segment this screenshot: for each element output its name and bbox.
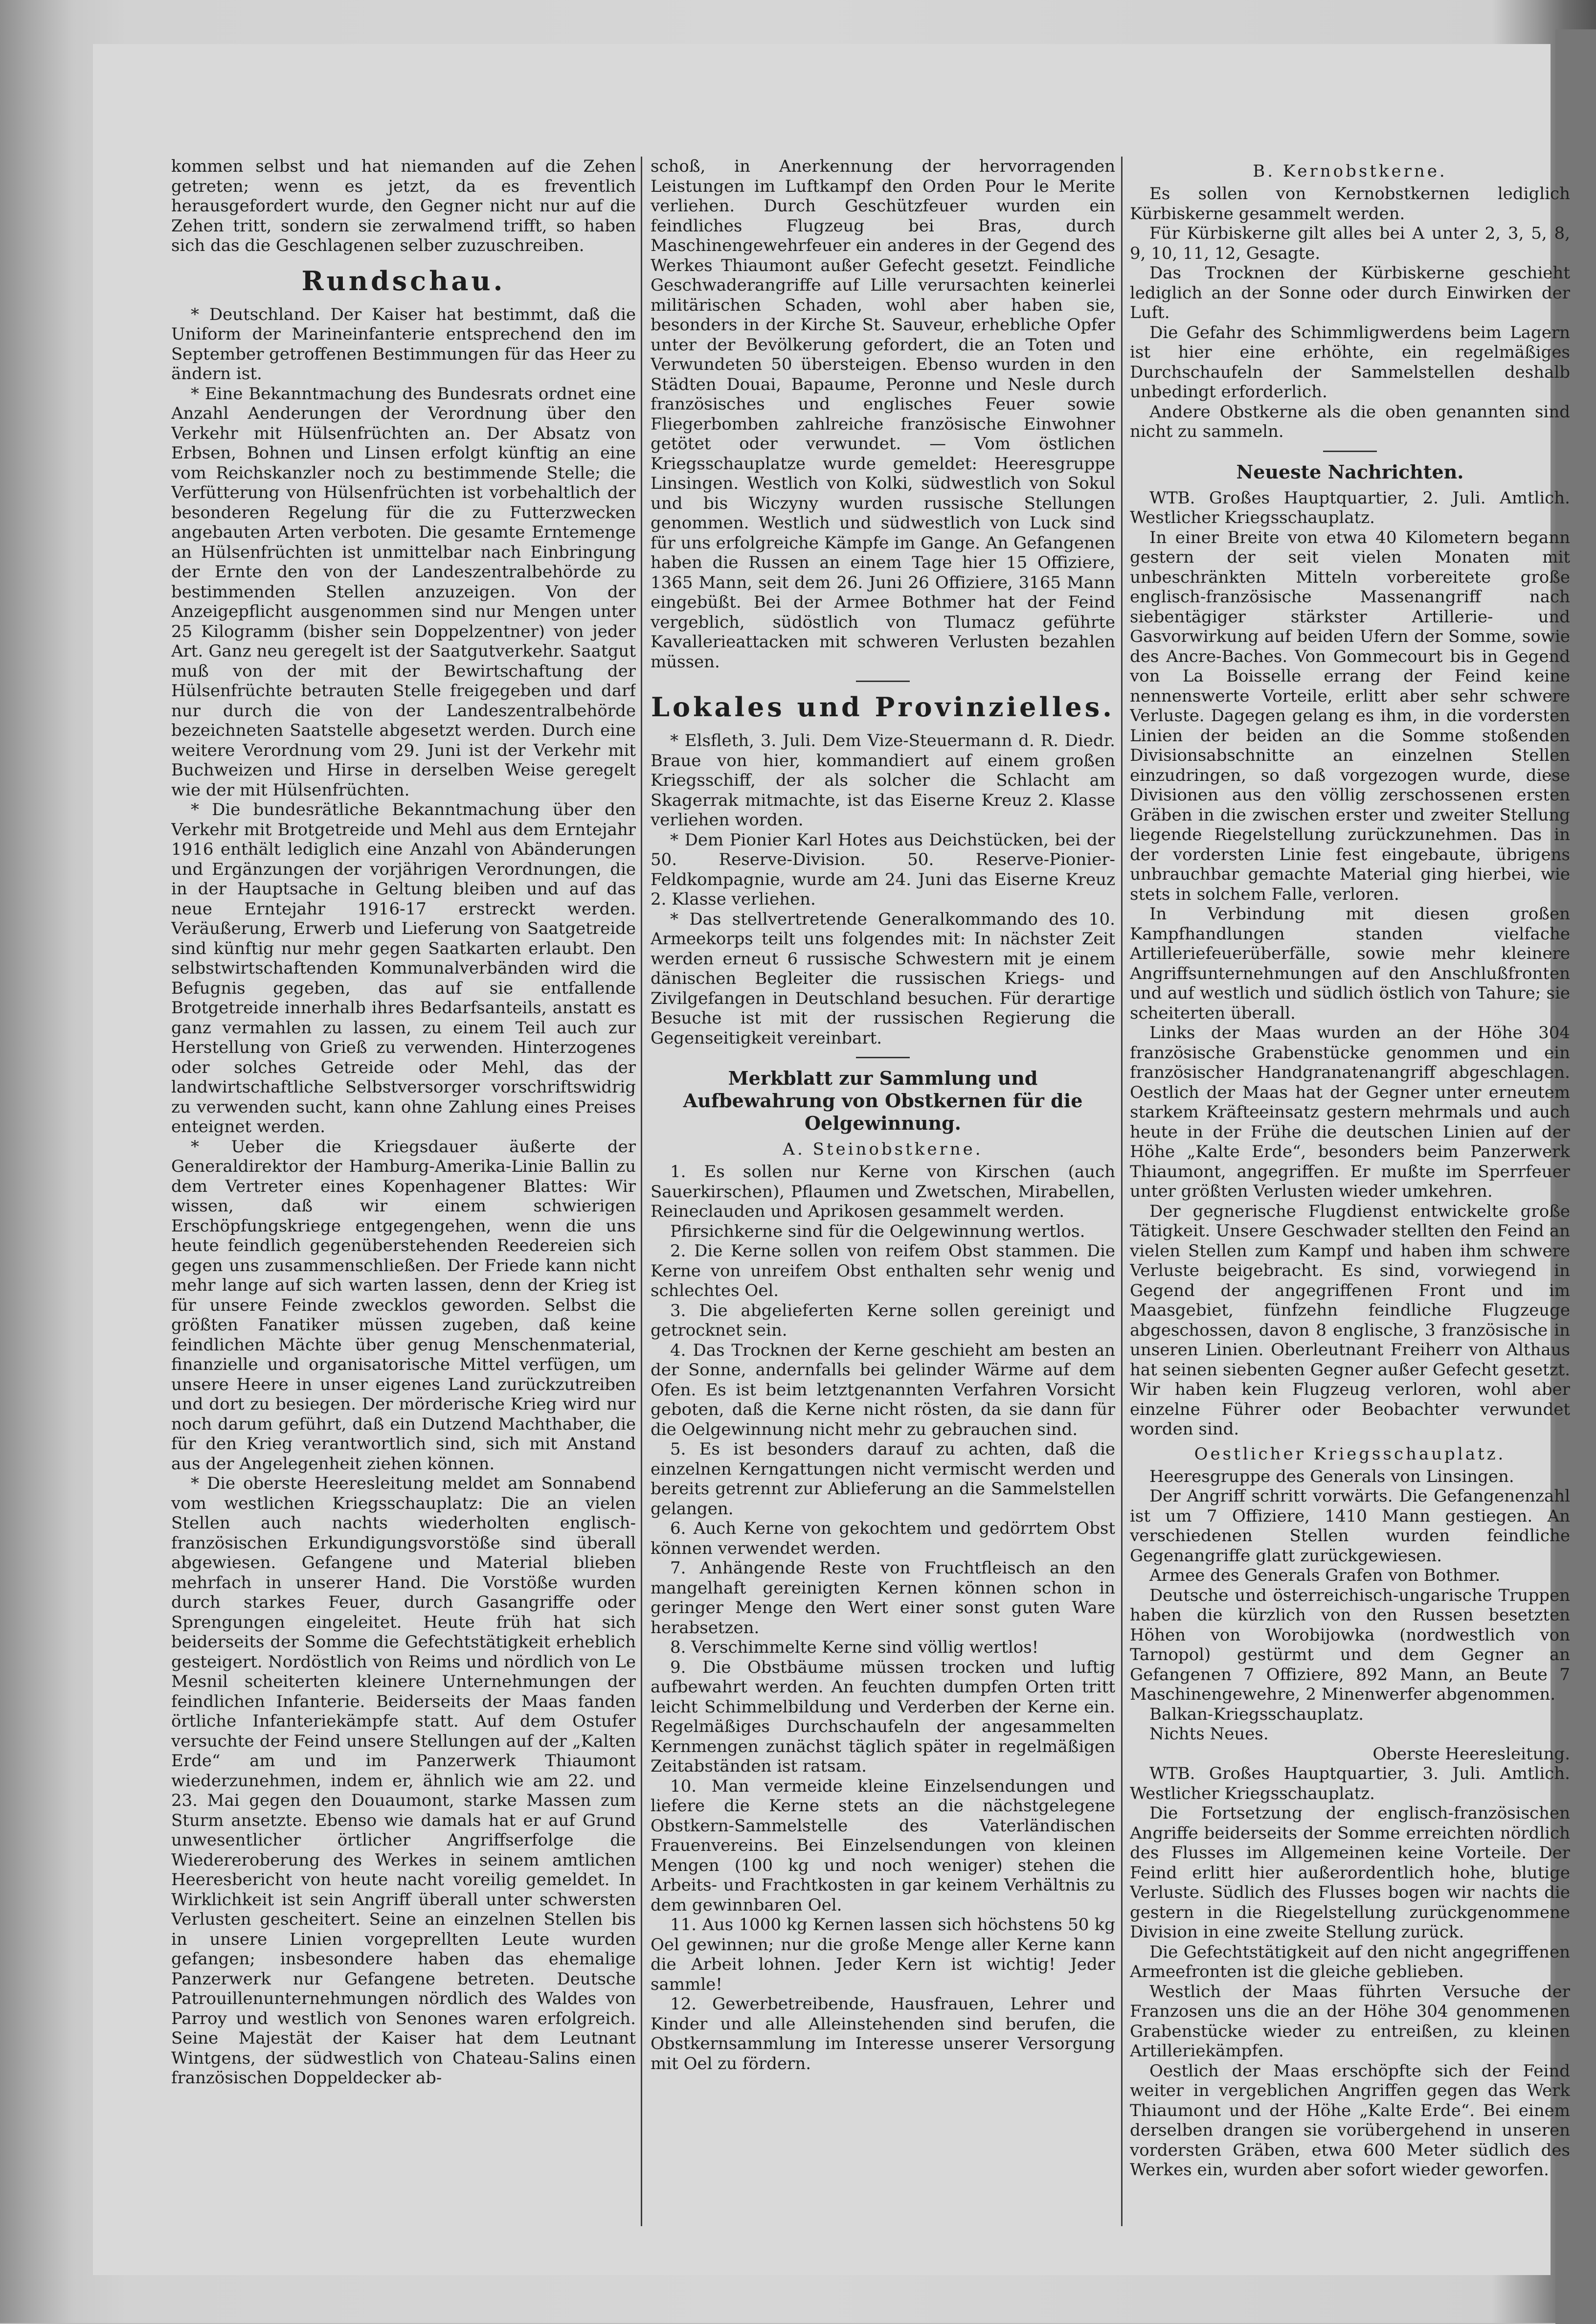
subheading: Oestlicher Kriegsschauplatz. xyxy=(1194,1444,1506,1464)
subheading: A. Steinobstkerne. xyxy=(783,1139,983,1159)
paragraph: Der gegnerische Flugdienst entwickelte große Tätigkeit. Unsere Geschwader stellten den Feind an vielen Stellen zum Kampf und haben ihm schwere Verluste beigebracht. Es sind, vorwiegend in Gegend der angegriffenen Front und im Maasgebiet, fünfzehn feindliche Flugzeuge abgeschossen, davon 8 englische, 3 französische in unseren Linien. Oberleutnant Freiherr von Althaus hat seinen siebenten Gegner außer Gefecht gesetzt. Wir haben kein Flugzeug verloren, wohl aber einzelne Führer oder Beobachter verwundet worden sind. xyxy=(1130,1201,1570,1439)
list-item: Pfirsichkerne sind für die Oelgewinnung wertlos. xyxy=(670,1221,1085,1241)
section-heading-rundschau: Rundschau. xyxy=(301,265,506,296)
paragraph: Heeresgruppe des Generals von Linsingen. xyxy=(1149,1466,1514,1486)
paragraph: Links der Maas wurden an der Höhe 304 französische Grabenstücke genommen und ein französischer Handgranatenangriff abgeschlagen. Oestlich der Maas hat der Gegner unter erneutem starkem Kräfteeinsatz gestern mehrmals und auch heute in der Frühe die deutschen Linien auf der Höhe „Kalte Erde“, besonders beim Panzerwerk Thiaumont, angegriffen. Er mußte im Sperrfeuer unter größten Verlusten wieder umkehren. xyxy=(1130,1023,1570,1201)
list-item: 7. Anhängende Reste von Fruchtfleisch an den mangelhaft gereinigten Kernen können schon in geringer Menge den Wert einer sonst guten Ware herabsetzen. xyxy=(651,1558,1115,1638)
paragraph: Balkan-Kriegsschauplatz. xyxy=(1149,1704,1364,1724)
paragraph: Armee des Generals Grafen von Bothmer. xyxy=(1149,1566,1501,1585)
paragraph: * Elsfleth, 3. Juli. Dem Vize-Steuermann d. R. Diedr. Braue von hier, kommandiert auf einem großen Kriegsschiff, der als solcher die Schlacht am Skagerrak mitmachte, ist das Eiserne Kreuz 2. Klasse verliehen worden. xyxy=(651,731,1115,830)
column-middle xyxy=(651,157,1115,2226)
paragraph: kommen selbst und hat niemanden auf die Zehen getreten; wenn es jetzt, da es freventlich herausgefordert wurde, den Gegner nicht nur auf die Zehen tritt, sondern sie zerwalmend trifft, so haben sich das die Geschlagenen selber zuzuschreiben. xyxy=(171,157,636,255)
list-item: 11. Aus 1000 kg Kernen lassen sich höchstens 50 kg Oel gewinnen; nur die große Menge aller Kerne kann die Arbeit lohnen. Jeder Kern ist wichtig! Jeder sammle! xyxy=(651,1915,1115,1994)
paragraph: In einer Breite von etwa 40 Kilometern begann gestern der seit vielen Monaten mit unbeschränkten Mitteln vorbereitete große englisch-französische Massenangriff nach siebentägiger stärkster Artillerie- und Gasvorwirkung auf beiden Ufern der Somme, sowie des Ancre-Baches. Von Gommecourt bis in Gegend von La Boisselle errang der Feind keine nennenswerte Vorteile, erlitt aber sehr schwere Verluste. Dagegen gelang es ihm, in die vordersten Linien der beiden an die Somme stoßenden Divisionsabschnitte an einzelnen Stellen einzudringen, so daß vorgezogen wurde, diese Divisionen aus den völlig zerschossenen ersten Gräben in die zwischen erster und zweiter Stellung liegende Riegelstellung zurückzunehmen. Das in der vordersten Linie fest eingebaute, übrigens unbrauchbar gemachte Material ging hierbei, wie stets in solchem Falle, verloren. xyxy=(1130,527,1570,904)
paragraph: * Ueber die Kriegsdauer äußerte der Generaldirektor der Hamburg-Amerika-Linie Ballin zu dem Vertreter eines Kopenhagener Blattes: Wir wissen, daß wir einem schwierigen Erschöpfungskriege entgegengehen, wenn die uns heute feindlich gegenüberstehenden Reedereien sich gegen uns zusammenschließen. Der Friede kann nicht mehr lange auf sich warten lassen, denn der Krieg ist für unsere Feinde zwecklos geworden. Selbst die größten Fanatiker müssen zugeben, daß keine feindlichen Mächte über genug Menschenmaterial, finanzielle und organisatorische Mittel verfügen, um unsere Heere in unser eigenes Land zurückzutreiben und dort zu besiegen. Der mörderische Krieg wird nur noch darum geführt, daß ein Dutzend Machthaber, die für den Krieg verantwortlich sind, sich mit Anstand aus der Angelegenheit ziehen können. xyxy=(171,1137,636,1474)
paragraph: * Eine Bekanntmachung des Bundesrats ordnet eine Anzahl Aenderungen der Verordnung über den Verkehr mit Hülsenfrüchten an. Der Absatz von Erbsen, Bohnen und Linsen erfolgt künftig an eine vom Reichskanzler noch zu bestimmende Stelle; die Verfütterung von Hülsenfrüchten ist vorbehaltlich der besonderen Regelung für die zu Futterzwecken angebauten Arten verboten. Die gesamte Erntemenge an Hülsenfrüchten ist unmittelbar nach Einbringung der Ernte den von der Landeszentralbehörde zu bestimmenden Stellen anzuzeigen. Von der Anzeigepflicht ausgenommen sind nur Mengen unter 25 Kilogramm (bisher sein Doppelzentner) von jeder Art. Ganz neu geregelt ist der Saatgutverkehr. Saatgut muß von der mit der Bewirtschaftung der Hülsenfrüchte betrauten Stelle freigegeben und darf nur durch die von der Landeszentralbehörde bezeichneten Saatstelle abgesetzt werden. Durch eine weitere Verordnung vom 29. Juni ist der Verkehr mit Buchweizen und Hirse in derselben Weise geregelt wie der mit Hülsenfrüchten. xyxy=(171,384,636,800)
column-rule xyxy=(1121,157,1123,2226)
list-item: 9. Die Obstbäume müssen trocken und luftig aufbewahrt werden. An feuchten dumpfen Orten tritt leicht Schimmelbildung und Verderben der Kerne ein. Regelmäßiges Durchschaufeln der angesammelten Kernmengen zunächst täglich später in regelmäßigen Zeitabständen ist ratsam. xyxy=(651,1657,1115,1776)
paragraph: Das Trocknen der Kürbiskerne geschieht lediglich an der Sonne oder durch Einwirken der Luft. xyxy=(1130,263,1570,322)
paragraph: Nichts Neues. xyxy=(1149,1724,1269,1744)
paragraph: Deutsche und österreichisch-ungarische Truppen haben die kürzlich von den Russen besetzten Höhen von Worobijowka (nordwestlich von Tarnopol) gestürmt und dem Gegner an Gefangenen 7 Offiziere, 892 Mann, an Beute 7 Maschinengewehre, 2 Minenwerfer abgenommen. xyxy=(1130,1585,1570,1704)
list-item: 6. Auch Kerne von gekochtem und gedörrtem Obst können verwendet werden. xyxy=(651,1519,1115,1558)
column-rule xyxy=(641,157,642,2226)
paragraph: * Das stellvertretende Generalkommando des 10. Armeekorps teilt uns folgendes mit: In nächster Zeit werden erneut 6 russische Schwestern mit je einem dänischen Begleiter die russischen Kriegs- und Zivilgefangen in Deutschland besuchen. Für derartige Besuche ist mit der russischen Regierung die Gegenseitigkeit vereinbart. xyxy=(651,909,1115,1048)
column-left xyxy=(171,157,636,2226)
paragraph: Für Kürbiskerne gilt alles bei A unter 2, 3, 5, 8, 9, 10, 11, 12, Gesagte. xyxy=(1130,224,1570,263)
section-heading-lokales: Lokales und Provinzielles. xyxy=(651,691,1115,723)
list-item: 1. Es sollen nur Kerne von Kirschen (auch Sauerkirschen), Pflaumen und Zwetschen, Mirabellen, Reineclauden und Aprikosen gesammelt werden. xyxy=(651,1162,1115,1221)
paragraph: Westlich der Maas führten Versuche der Franzosen uns die an der Höhe 304 genommenen Grabenstücke wieder zu entreißen, zu kleinen Artilleriekämpfen. xyxy=(1130,1982,1570,2061)
paragraph: * Dem Pionier Karl Hotes aus Deichstücken, bei der 50. Reserve-Division. 50. Reserve-Pionier-Feldkompagnie, wurde am 24. Juni das Eiserne Kreuz 2. Klasse verliehen. xyxy=(651,830,1115,909)
section-heading-neueste-nachrichten: Neueste Nachrichten. xyxy=(1236,460,1464,483)
paragraph: * Die bundesrätliche Bekanntmachung über den Verkehr mit Brotgetreide und Mehl aus dem Erntejahr 1916 enthält lediglich eine Anzahl von Abänderungen und Ergänzungen der vorjährigen Verordnungen, die in der Hauptsache in Geltung bleiben und auf das neue Erntejahr 1916-17 erstreckt werden. Veräußerung, Erwerb und Lieferung von Saatgetreide sind künftig nur mehr gegen Saatkarten erlaubt. Den selbstwirtschaftenden Kommunalverbänden wird die Befugnis gegeben, das auf sie entfallende Brotgetreide innerhalb ihres Bedarfsanteils, anstatt es ganz vermahlen zu lassen, zu einem Teil auch zur Herstellung von Grieß zu verwenden. Hinterzogenes oder solches Getreide oder Mehl, das der landwirtschaftliche Selbstversorger vorschriftswidrig zu verwenden sucht, kann ohne Zahlung eines Preises enteignet werden. xyxy=(171,800,636,1137)
dateline: WTB. Großes Hauptquartier, 3. Juli. Amtlich. Westlicher Kriegsschauplatz. xyxy=(1130,1764,1570,1803)
paragraph: Der Angriff schritt vorwärts. Die Gefangenenzahl ist um 7 Offiziere, 1410 Mann gestiegen. An verschiedenen Stellen wurden feindliche Gegenangriffe glatt zurückgewiesen. xyxy=(1130,1486,1570,1566)
signature: Oberste Heeresleitung. xyxy=(1372,1744,1570,1764)
dateline: WTB. Großes Hauptquartier, 2. Juli. Amtlich. Westlicher Kriegsschauplatz. xyxy=(1130,488,1570,527)
paragraph: schoß, in Anerkennung der hervorragenden Leistungen im Luftkampf den Orden Pour le Merite verliehen. Durch Geschützfeuer wurden ein feindliches Flugzeug bei Bras, durch Maschinengewehrfeuer ein anderes in der Gegend des Werkes Thiaumont außer Gefecht gesetzt. Feindliche Geschwaderangriffe auf Lille verursachten keinerlei militärischen Schaden, wohl aber haben sie, besonders in der Kirche St. Sauveur, erhebliche Opfer unter der Bevölkerung gefordert, die an Toten und Verwundeten 50 übersteigen. Ebenso wurden in den Städten Douai, Bapaume, Peronne und Nesle durch französisches und englisches Feuer sowie Fliegerbomben zahlreiche französische Einwohner getötet oder verwundet. — Vom östlichen Kriegsschauplatze wurde gemeldet: Heeresgruppe Linsingen. Westlich von Kolki, südwestlich von Sokul und bis Wiczyny wurden russische Stellungen genommen. Westlich und südwestlich von Luck sind für uns erfolgreiche Kämpfe im Gange. An Gefangenen haben die Russen an einem Tage hier 15 Offiziere, 1365 Mann, seit dem 26. Juni 26 Offiziere, 3165 Mann eingebüßt. Bei der Armee Bothmer hat der Feind vergeblich, südöstlich von Tlumacz geführte Kavallerieattacken mit schweren Verlusten bezahlen müssen. xyxy=(651,157,1115,672)
paragraph: * Die oberste Heeresleitung meldet am Sonnabend vom westlichen Kriegsschauplatz: Die an vielen Stellen auch nachts wiederholten englisch-französischen Erkundigungsvorstöße sind überall abgewiesen. Gefangene und Material blieben mehrfach in unserer Hand. Die Vorstöße wurden durch starkes Feuer, durch Gasangriffe oder Sprengungen eingeleitet. Heute früh hat sich beiderseits der Somme die Gefechtstätigkeit erheblich gesteigert. Nordöstlich von Reims und nördlich von Le Mesnil scheiterten kleinere Unternehmungen der feindlichen Infanterie. Beiderseits der Maas fanden örtliche Infanteriekämpfe statt. Auf dem Ostufer versuchte der Feind unsere Stellungen auf der „Kalten Erde“ am und im Panzerwerk Thiaumont wiederzunehmen, indem er, ähnlich wie am 22. und 23. Mai gegen den Douaumont, starke Massen zum Sturm ansetzte. Ebenso wie damals hat er auf Grund unwesentlicher örtlicher Angriffserfolge die Wiedereroberung des Werkes in seinem amtlichen Heeresbericht von heute nacht voreilig gemeldet. In Wirklichkeit ist sein Angriff überall unter schwersten Verlusten gescheitert. Seine an einzelnen Stellen bis in unsere Linien vorgeprellten Leute wurden gefangen; insbesondere haben das ehemalige Panzerwerk nur Gefangene betreten. Deutsche Patrouillenunternehmungen nördlich des Waldes von Parroy und westlich von Senones waren erfolgreich. Seine Majestät der Kaiser hat dem Leutnant Wintgens, der südwestlich von Chateau-Salins einen französischen Doppeldecker ab- xyxy=(171,1474,636,2088)
paragraph: In Verbindung mit diesen großen Kampfhandlungen standen vielfache Artilleriefeuerüberfälle, sowie mehr kleinere Angriffsunternehmungen auf den Anschlußfronten und auf westlich und südlich östlich von Tahure; sie scheiterten überall. xyxy=(1130,904,1570,1023)
paragraph: Die Gefahr des Schimmligwerdens beim Lagern ist hier eine erhöhte, ein regelmäßiges Durchschaufeln der Sammelstellen deshalb unbedingt erforderlich. xyxy=(1130,322,1570,402)
paragraph: Andere Obstkerne als die oben genannten sind nicht zu sammeln. xyxy=(1130,402,1570,441)
list-item: 3. Die abgelieferten Kerne sollen gereinigt und getrocknet sein. xyxy=(651,1300,1115,1340)
paragraph: Die Fortsetzung der englisch-französischen Angriffe beiderseits der Somme erreichten nördlich des Flusses im Allgemeinen keine Vorteile. Der Feind erlitt hier außerordentlich hohe, blutige Verluste. Südlich des Flusses bogen wir nachts die gestern in die Riegelstellung zurückgenommene Division in eine zweite Stellung zurück. xyxy=(1130,1803,1570,1942)
list-item: 4. Das Trocknen der Kerne geschieht am besten an der Sonne, andernfalls bei gelinder Wärme auf dem Ofen. Es ist beim letztgenannten Verfahren Vorsicht geboten, daß die Kerne nicht rösten, da sie dann für die Oelgewinnung nicht mehr zu gebrauchen sind. xyxy=(651,1340,1115,1439)
separator xyxy=(1323,451,1377,452)
list-item: 2. Die Kerne sollen von reifem Obst stammen. Die Kerne von unreifem Obst enthalten sehr wenig und schlechtes Oel. xyxy=(651,1241,1115,1300)
column-right xyxy=(1130,157,1570,2226)
paragraph: * Deutschland. Der Kaiser hat bestimmt, daß die Uniform der Marineinfanterie entsprechend den im September getroffenen Bestimmungen für das Heer zu ändern ist. xyxy=(171,304,636,384)
paragraph: Oestlich der Maas erschöpfte sich der Feind weiter in vergeblichen Angriffen gegen das Werk Thiaumont und der Höhe „Kalte Erde“. Bei einem derselben drangen sie vorübergehend in unseren vordersten Gräben, etwa 600 Meter südlich des Werkes ein, wurden aber sofort wieder geworfen. xyxy=(1130,2061,1570,2180)
list-item: 10. Man vermeide kleine Einzelsendungen und liefere die Kerne stets an die nächstgelegene Obstkern-Sammelstelle des Vaterländischen Frauenvereins. Bei Einzelsendungen von kleinen Mengen (100 kg und noch weniger) stehen die Arbeits- und Frachtkosten in gar keinem Verhältnis zu dem gewinnbaren Oel. xyxy=(651,1776,1115,1915)
paragraph: Es sollen von Kernobstkernen lediglich Kürbiskerne gesammelt werden. xyxy=(1130,184,1570,224)
separator xyxy=(856,681,910,682)
section-heading-merkblatt: Merkblatt zur Sammlung und Aufbewahrung von Obstkernen für die Oelgewinnung. xyxy=(683,1067,1083,1134)
separator xyxy=(856,1057,910,1058)
subheading: B. Kernobstkerne. xyxy=(1253,161,1447,181)
list-item: 8. Verschimmelte Kerne sind völlig wertlos! xyxy=(670,1638,1039,1657)
list-item: 5. Es ist besonders darauf zu achten, daß die einzelnen Kerngattungen nicht vermischt werden und bereits getrennt zur Ablieferung an die Sammelstellen gelangen. xyxy=(651,1439,1115,1519)
list-item: 12. Gewerbetreibende, Hausfrauen, Lehrer und Kinder und alle Alleinstehenden sind berufen, die Obstkernsammlung im Interesse unserer Versorgung mit Oel zu fördern. xyxy=(651,1994,1115,2073)
paragraph: Die Gefechtstätigkeit auf den nicht angegriffenen Armeefronten ist die gleiche geblieben. xyxy=(1130,1942,1570,1982)
